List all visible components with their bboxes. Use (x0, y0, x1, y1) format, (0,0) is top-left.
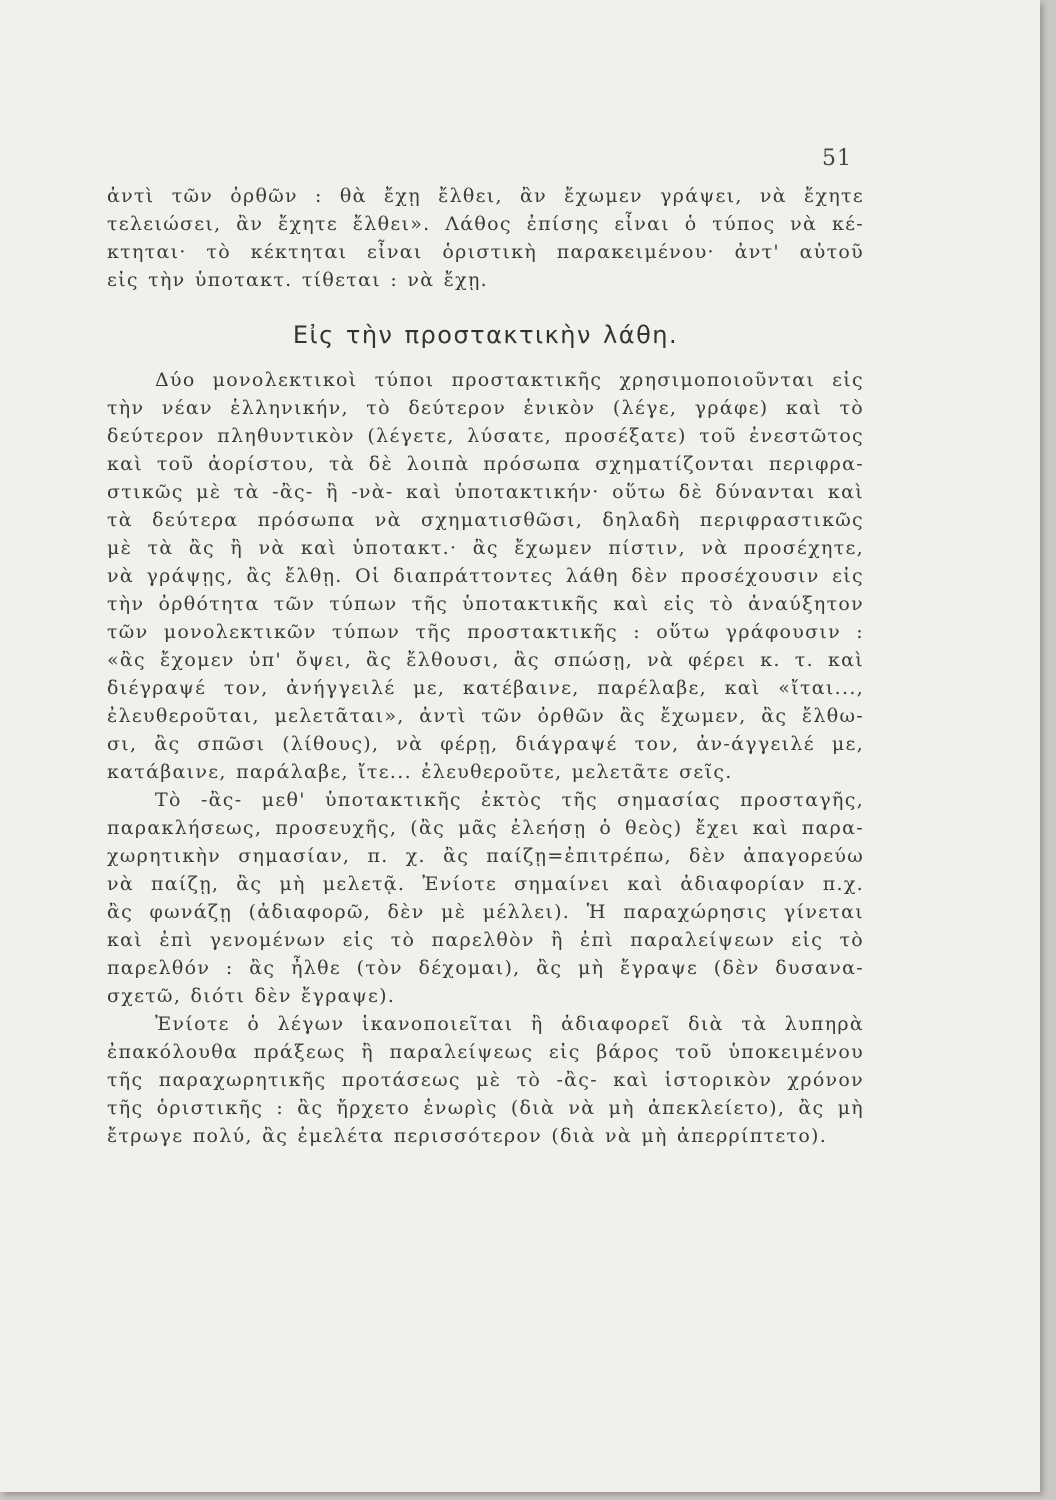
text-line: μὲ τὰ ἂς ἢ νὰ καὶ ὑποτακτ.· ἂς ἔχωμεν πίστιν, νὰ προσέχητε, (107, 537, 864, 559)
text-line: σχετῶ, διότι δὲν ἔγραψε). (107, 985, 396, 1007)
paragraph-2 (107, 786, 864, 1010)
section-heading: Εἰς τὴν προστακτικὴν λάθη. (292, 321, 679, 349)
paragraph-3 (107, 1010, 864, 1150)
text-line: «ἂς ἔχομεν ὑπ' ὄψει, ἂς ἔλθουσι, ἂς σπώσῃ, νὰ φέρει κ. τ. καὶ (107, 649, 864, 671)
text-line: παρελθόν : ἂς ἦλθε (τὸν δέχομαι), ἂς μὴ ἔγραψε (δὲν δυσανα- (107, 957, 864, 979)
text-line: τελειώσει, ἂν ἔχητε ἔλθει». Λάθος ἐπίσης εἶναι ὁ τύπος νὰ κέ- (107, 213, 864, 235)
text-line: διέγραψέ τον, ἀνήγγειλέ με, κατέβαινε, παρέλαβε, καὶ «ἴται..., (107, 677, 864, 699)
text-line: καὶ ἐπὶ γενομένων εἰς τὸ παρελθὸν ἢ ἐπὶ παραλείψεων εἰς τὸ (107, 929, 864, 951)
text-line: νὰ παίζῃ, ἂς μὴ μελετᾷ. Ἐνίοτε σημαίνει καὶ ἀδιαφορίαν π.χ. (107, 873, 864, 895)
text-line: νὰ γράψῃς, ἂς ἔλθῃ. Οἱ διαπράττοντες λάθη δὲν προσέχουσιν εἰς (107, 565, 864, 587)
body-text (107, 182, 864, 1150)
text-line: εἰς τὴν ὑποτακτ. τίθεται : νὰ ἔχῃ. (107, 269, 489, 291)
text-line: χωρητικὴν σημασίαν, π. χ. ἂς παίζῃ=ἐπιτρέπω, δὲν ἀπαγορεύω (107, 845, 864, 867)
text-line: κτηται· τὸ κέκτηται εἶναι ὁριστικὴ παρακειμένου· ἀντ' αὐτοῦ (107, 241, 864, 263)
text-line: τῶν μονολεκτικῶν τύπων τῆς προστακτικῆς : οὕτω γράφουσιν : (107, 621, 864, 643)
text-line: τὰ δεύτερα πρόσωπα νὰ σχηματισθῶσι, δηλαδὴ περιφραστικῶς (107, 509, 864, 531)
intro-paragraph (107, 182, 864, 294)
text-line: ἐλευθεροῦται, μελετᾶται», ἀντὶ τῶν ὀρθῶν ἂς ἔχωμεν, ἂς ἔλθω- (107, 705, 864, 727)
text-line: τὴν ὀρθότητα τῶν τύπων τῆς ὑποτακτικῆς καὶ εἰς τὸ ἀναύξητον (107, 593, 864, 615)
paragraph-1 (107, 366, 864, 786)
text-line: ἀντὶ τῶν ὀρθῶν : θὰ ἔχῃ ἔλθει, ἂν ἔχωμεν γράψει, νὰ ἔχητε (107, 185, 864, 207)
text-line: Τὸ -ἂς- μεθ' ὑποτακτικῆς ἐκτὸς τῆς σημασίας προσταγῆς, (155, 789, 864, 811)
text-line: τῆς παραχωρητικῆς προτάσεως μὲ τὸ -ἂς- καὶ ἱστορικὸν χρόνον (107, 1069, 864, 1091)
text-line: σι, ἂς σπῶσι (λίθους), νὰ φέρῃ, διάγραψέ τον, ἀν-άγγειλέ με, (107, 733, 864, 755)
text-line: ἂς φωνάζῃ (ἀδιαφορῶ, δὲν μὲ μέλλει). Ἡ παραχώρησις γίνεται (107, 901, 864, 923)
text-line: τῆς ὁριστικῆς : ἂς ἤρχετο ἐνωρὶς (διὰ νὰ μὴ ἀπεκλείετο), ἂς μὴ (107, 1097, 864, 1119)
text-line: ἔτρωγε πολύ, ἂς ἐμελέτα περισσότερον (διὰ νὰ μὴ ἀπερρίπτετο). (107, 1125, 828, 1147)
text-line: στικῶς μὲ τὰ -ἂς- ἢ -νὰ- καὶ ὑποτακτικήν· οὕτω δὲ δύνανται καὶ (107, 481, 864, 503)
text-line: Δύο μονολεκτικοὶ τύποι προστακτικῆς χρησιμοποιοῦνται εἰς (155, 369, 864, 391)
text-line: Ἐνίοτε ὁ λέγων ἱκανοποιεῖται ἢ ἀδιαφορεῖ διὰ τὰ λυπηρὰ (155, 1013, 864, 1035)
text-line: ἐπακόλουθα πράξεως ἢ παραλείψεως εἰς βάρος τοῦ ὑποκειμένου (107, 1041, 864, 1063)
text-line: καὶ τοῦ ἀορίστου, τὰ δὲ λοιπὰ πρόσωπα σχηματίζονται περιφρα- (107, 453, 864, 475)
page-number: 51 (822, 146, 852, 171)
text-line: τὴν νέαν ἑλληνικήν, τὸ δεύτερον ἑνικὸν (λέγε, γράφε) καὶ τὸ (107, 397, 864, 419)
text-line: παρακλήσεως, προσευχῆς, (ἂς μᾶς ἐλεήσῃ ὁ θεὸς) ἔχει καὶ παρα- (107, 817, 864, 839)
text-line: δεύτερον πληθυντικὸν (λέγετε, λύσατε, προσέξατε) τοῦ ἐνεστῶτος (107, 425, 864, 447)
text-line: κατάβαινε, παράλαβε, ἴτε... ἐλευθεροῦτε, μελετᾶτε σεῖς. (107, 761, 733, 783)
